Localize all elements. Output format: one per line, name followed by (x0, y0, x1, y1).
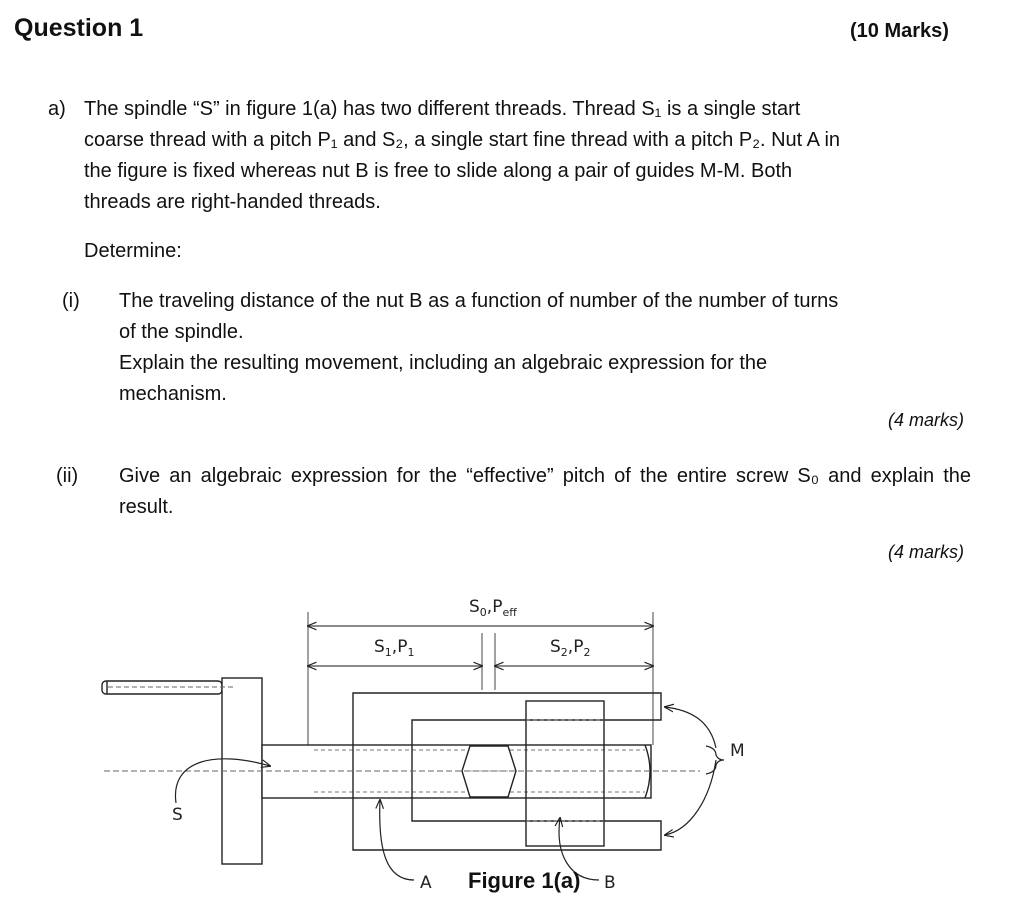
sub-ii-text: Give an algebraic expression for the “effective” pitch of the entire screw S₀ and explain the result. (119, 465, 971, 518)
sub-i-line: of the spindle. (119, 321, 244, 343)
part-a-label: a) (48, 98, 66, 120)
question-title: Question 1 (14, 14, 144, 42)
total-marks: (10 Marks) (850, 20, 949, 42)
label-a: A (420, 873, 432, 893)
sub-ii-marks: (4 marks) (888, 542, 964, 562)
part-a-line: The spindle “S” in figure 1(a) has two different threads. Thread S₁ is a single start (84, 98, 801, 120)
determine-heading: Determine: (84, 240, 182, 262)
sub-i-line: mechanism. (119, 383, 227, 405)
dim-s2-label: $S_2,P_2$ (550, 637, 591, 659)
part-a-line: coarse thread with a pitch P₁ and S₂, a single start fine thread with a pitch P₂. Nut A in (84, 129, 841, 151)
label-s: S (172, 805, 183, 825)
dim-s1-label: $S_1,P_1$ (374, 637, 415, 659)
dim-total-label: $S_0,P_{eff}$ (469, 597, 517, 619)
sub-i-line: The traveling distance of the nut B as a function of number of the number of turns (119, 290, 839, 312)
part-a-line: threads are right-handed threads. (84, 191, 381, 213)
sub-i-marks: (4 marks) (888, 410, 964, 430)
sub-ii-label: (ii) (56, 465, 79, 487)
figure-caption: Figure 1(a) (468, 868, 581, 893)
part-a-line: the figure is fixed whereas nut B is free to slide along a pair of guides M-M. Both (84, 160, 793, 182)
sub-i-label: (i) (62, 290, 80, 312)
sub-i-line: Explain the resulting movement, including an algebraic expression for the (119, 352, 768, 374)
label-b: B (604, 873, 616, 893)
label-m: M (730, 741, 745, 761)
